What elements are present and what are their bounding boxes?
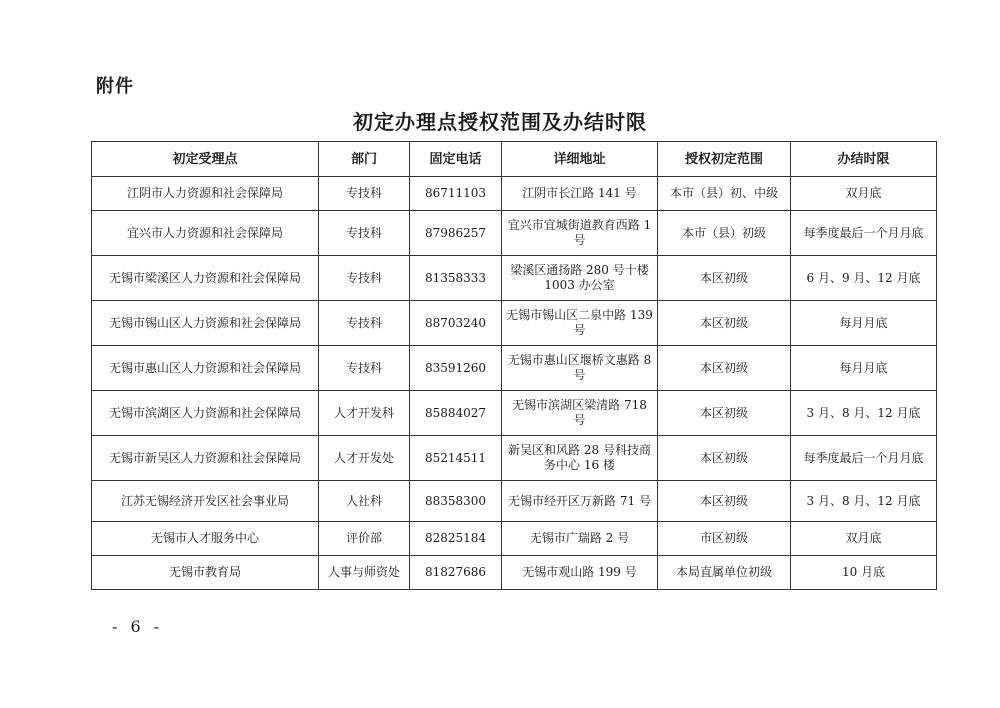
cell-scope: 本区初级 <box>658 436 791 481</box>
cell-address: 新吴区和风路 28 号科技商务中心 16 楼 <box>502 436 658 481</box>
cell-phone: 85214511 <box>410 436 502 481</box>
table-row <box>92 256 937 301</box>
cell-office: 无锡市梁溪区人力资源和社会保障局 <box>92 256 319 301</box>
cell-phone: 81827686 <box>410 556 502 590</box>
attachment-label: 附件 <box>96 76 134 97</box>
column-header-office: 初定受理点 <box>92 142 319 177</box>
cell-scope: 本市（县）初、中级 <box>658 177 791 211</box>
cell-phone: 83591260 <box>410 346 502 391</box>
cell-department: 人才开发科 <box>319 391 410 436</box>
cell-department: 人社科 <box>319 481 410 522</box>
cell-scope: 本市（县）初级 <box>658 211 791 256</box>
cell-phone: 88703240 <box>410 301 502 346</box>
cell-office: 无锡市惠山区人力资源和社会保障局 <box>92 346 319 391</box>
column-header-deadline: 办结时限 <box>791 142 937 177</box>
cell-office: 无锡市锡山区人力资源和社会保障局 <box>92 301 319 346</box>
cell-phone: 82825184 <box>410 522 502 556</box>
cell-scope: 本区初级 <box>658 301 791 346</box>
cell-phone: 86711103 <box>410 177 502 211</box>
column-header-department: 部门 <box>319 142 410 177</box>
cell-address: 无锡市广瑞路 2 号 <box>502 522 658 556</box>
cell-department: 评价部 <box>319 522 410 556</box>
table-header-row <box>92 142 937 177</box>
cell-deadline: 每月月底 <box>791 301 937 346</box>
cell-department: 专技科 <box>319 211 410 256</box>
cell-department: 专技科 <box>319 301 410 346</box>
cell-office: 无锡市人才服务中心 <box>92 522 319 556</box>
cell-phone: 85884027 <box>410 391 502 436</box>
table-row <box>92 177 937 211</box>
cell-deadline: 每季度最后一个月月底 <box>791 211 937 256</box>
cell-phone: 87986257 <box>410 211 502 256</box>
cell-address: 江阴市长江路 141 号 <box>502 177 658 211</box>
column-header-phone: 固定电话 <box>410 142 502 177</box>
cell-address: 无锡市滨湖区梁清路 718 号 <box>502 391 658 436</box>
cell-office: 无锡市教育局 <box>92 556 319 590</box>
cell-deadline: 10 月底 <box>791 556 937 590</box>
cell-phone: 81358333 <box>410 256 502 301</box>
cell-address: 宜兴市宜城街道教育西路 1 号 <box>502 211 658 256</box>
cell-office: 无锡市新吴区人力资源和社会保障局 <box>92 436 319 481</box>
cell-department: 人事与师资处 <box>319 556 410 590</box>
cell-address: 无锡市锡山区二泉中路 139 号 <box>502 301 658 346</box>
document-title: 初定办理点授权范围及办结时限 <box>353 110 647 134</box>
column-header-scope: 授权初定范围 <box>658 142 791 177</box>
cell-phone: 88358300 <box>410 481 502 522</box>
cell-deadline: 每月月底 <box>791 346 937 391</box>
cell-office: 江阴市人力资源和社会保障局 <box>92 177 319 211</box>
page-number: - 6 - <box>112 617 164 636</box>
table-row <box>92 556 937 590</box>
authorization-table <box>91 141 937 590</box>
cell-scope: 本区初级 <box>658 391 791 436</box>
cell-deadline: 每季度最后一个月月底 <box>791 436 937 481</box>
table-row <box>92 346 937 391</box>
cell-department: 专技科 <box>319 256 410 301</box>
cell-address: 无锡市惠山区堰桥文惠路 8 号 <box>502 346 658 391</box>
cell-address: 无锡市观山路 199 号 <box>502 556 658 590</box>
table-row <box>92 211 937 256</box>
cell-scope: 本区初级 <box>658 346 791 391</box>
cell-office: 无锡市滨湖区人力资源和社会保障局 <box>92 391 319 436</box>
cell-deadline: 双月底 <box>791 177 937 211</box>
cell-deadline: 6 月、9 月、12 月底 <box>791 256 937 301</box>
cell-department: 专技科 <box>319 177 410 211</box>
cell-office: 宜兴市人力资源和社会保障局 <box>92 211 319 256</box>
table-row <box>92 301 937 346</box>
table-row <box>92 481 937 522</box>
cell-deadline: 双月底 <box>791 522 937 556</box>
cell-department: 人才开发处 <box>319 436 410 481</box>
cell-address: 无锡市经开区万新路 71 号 <box>502 481 658 522</box>
cell-office: 江苏无锡经济开发区社会事业局 <box>92 481 319 522</box>
cell-deadline: 3 月、8 月、12 月底 <box>791 391 937 436</box>
cell-department: 专技科 <box>319 346 410 391</box>
column-header-address: 详细地址 <box>502 142 658 177</box>
cell-scope: 本局直属单位初级 <box>658 556 791 590</box>
cell-scope: 本区初级 <box>658 481 791 522</box>
cell-deadline: 3 月、8 月、12 月底 <box>791 481 937 522</box>
table-row <box>92 391 937 436</box>
cell-scope: 市区初级 <box>658 522 791 556</box>
table-row <box>92 522 937 556</box>
cell-address: 梁溪区通扬路 280 号十楼 1003 办公室 <box>502 256 658 301</box>
cell-scope: 本区初级 <box>658 256 791 301</box>
table-row <box>92 436 937 481</box>
